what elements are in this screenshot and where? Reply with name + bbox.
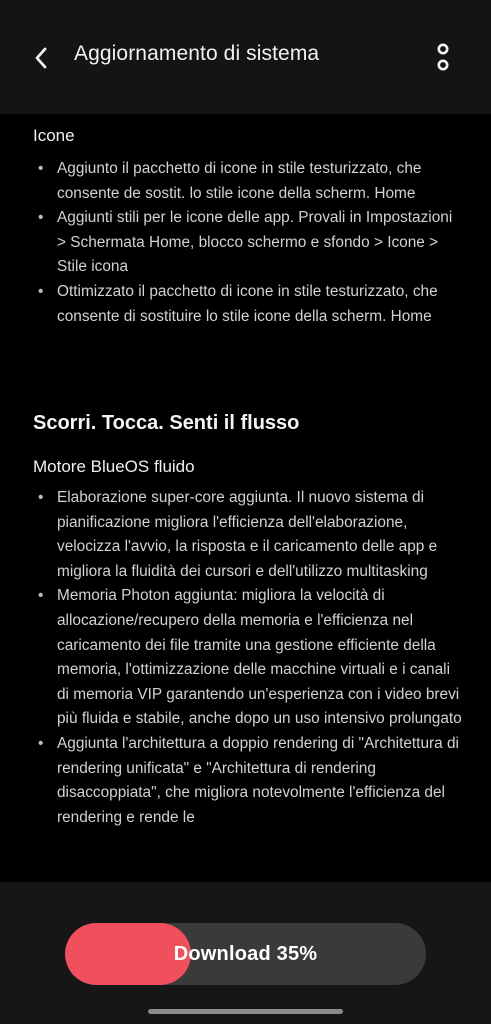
section-heading: Scorri. Tocca. Senti il flusso: [33, 412, 300, 434]
list-item-text: Aggiunto il pacchetto di icone in stile testurizzato, che consente de sostit. lo stile icone della scherm. Home: [57, 160, 422, 202]
bullet: •: [38, 587, 44, 605]
bullet: •: [38, 282, 44, 300]
download-panel: [0, 882, 491, 1024]
more-options-button[interactable]: [430, 40, 456, 76]
download-button[interactable]: [65, 923, 426, 985]
list-item-text: Ottimizzato il pacchetto di icone in stile testurizzato, che consente di sostituire lo stile icone della scherm. Home: [57, 282, 438, 325]
back-button[interactable]: [26, 40, 56, 76]
icons-subheading: Icone: [33, 126, 75, 145]
bullet: •: [38, 160, 44, 177]
engine-list: [33, 486, 463, 830]
page-title: Aggiornamento di sistema: [74, 42, 320, 65]
list-item: [33, 280, 463, 329]
chevron-left-icon: [33, 46, 49, 70]
list-item-text: Aggiunti stili per le icone delle app. Provali in Impostazioni > Schermata Home, blocco schermo e sfondo > Icone > Stile icona: [57, 209, 453, 276]
vertical-more-icon: [436, 43, 450, 73]
list-item: [33, 486, 463, 584]
bullet: •: [38, 734, 44, 752]
list-item-text: Memoria Photon aggiunta: migliora la velocità di allocazione/recupero della memoria e l'efficienza nel caricamento dei file tramite una gestione efficiente della memoria, l'ottimizzazione delle macchine virtuali e i canali di memoria VIP garantendo un'esperienza con i video brevi più fluida e stabile, anche dopo un uso intensivo prolungato: [57, 587, 462, 728]
home-indicator[interactable]: [148, 1009, 343, 1014]
icons-list: [33, 157, 463, 329]
release-notes[interactable]: [0, 114, 491, 882]
list-item-text: Aggiunta l'architettura a doppio rendering di "Architettura di rendering unificata" e "Architettura di rendering disaccoppiata", che migliora notevolmente l'efficienza del rendering e rende le: [57, 734, 459, 826]
engine-subheading: Motore BlueOS fluido: [33, 457, 195, 476]
list-item: [33, 157, 463, 206]
list-item: [33, 732, 463, 830]
list-item: [33, 206, 463, 280]
bullet: •: [38, 489, 44, 506]
list-item: [33, 584, 463, 732]
bullet: •: [38, 209, 44, 227]
app-header: [0, 0, 491, 114]
list-item-text: Elaborazione super-core aggiunta. Il nuovo sistema di pianificazione migliora l'efficienza dell'elaborazione, velocizza l'avvio, la risposta e il caricamento delle app e migliora la fluidità dei cursori e dell'utilizzo multitasking: [57, 489, 438, 580]
download-label: Download 35%: [173, 942, 318, 965]
